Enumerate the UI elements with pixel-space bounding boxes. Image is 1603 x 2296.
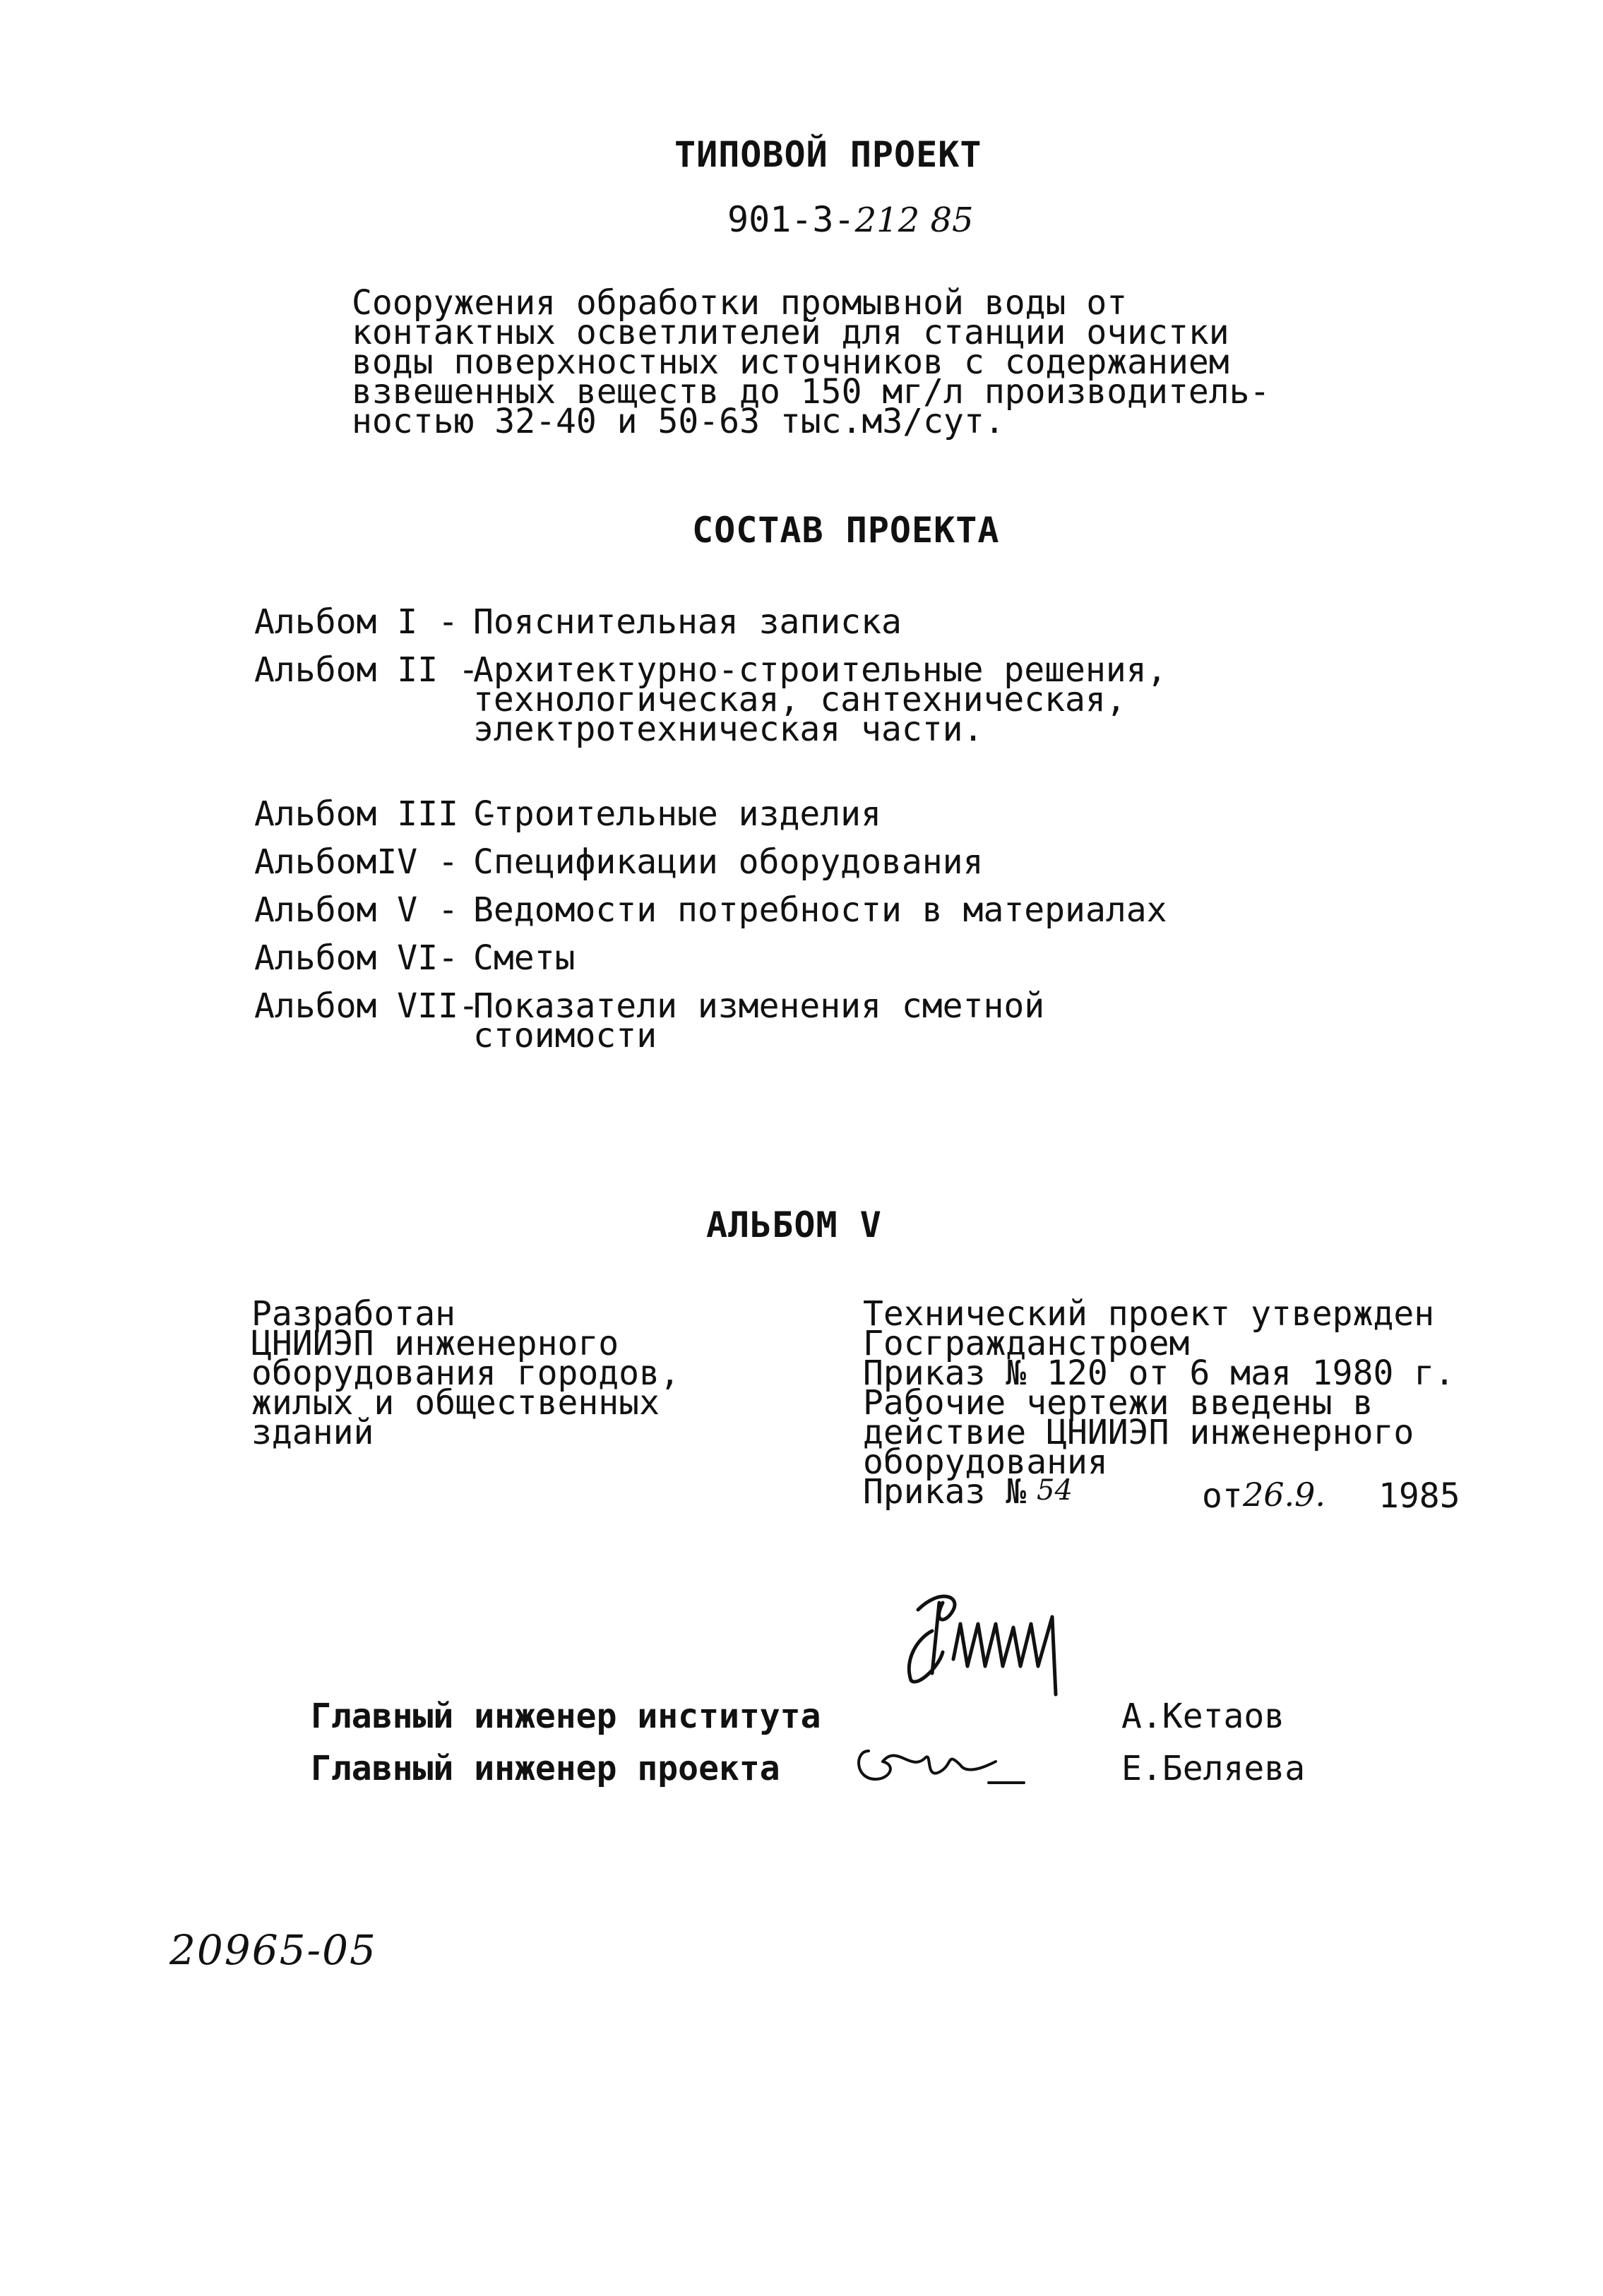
approval-line: Госгражданстроем [863, 1324, 1190, 1363]
album-label: Альбом VII- [254, 986, 479, 1026]
developed-line: Разработан [251, 1294, 455, 1334]
developed-line: жилых и общественных [251, 1383, 660, 1423]
album-description: Спецификации оборудования [473, 842, 984, 882]
order-label: Приказ № [863, 1472, 1027, 1512]
developed-by [251, 1294, 680, 1452]
album-label: АльбомIV - [254, 842, 458, 882]
album-description: Архитектурно-строительные решения, [473, 650, 1167, 690]
description-line: взвешенных веществ до 150 мг/л производитель- [352, 372, 1270, 412]
signature-role: Главный инженер института [311, 1697, 821, 1736]
developed-line: оборудования городов, [251, 1353, 680, 1393]
approval-block [863, 1294, 1460, 1516]
album-label: Альбом I - [254, 602, 458, 642]
approval-line: Приказ № 120 от 6 мая 1980 г. [863, 1353, 1455, 1393]
album-description: технологическая, сантехническая, [473, 680, 1126, 719]
album-description: Пояснительная записка [473, 602, 902, 642]
album-heading: АЛЬБОМ V [706, 1204, 882, 1245]
approval-line: действие ЦНИИЭП инженерного [863, 1413, 1414, 1452]
album-description: Строительные изделия [473, 794, 881, 834]
signature-name: Е.Беляева [1121, 1749, 1306, 1788]
signature-role: Главный инженер проекта [311, 1749, 780, 1788]
album-label: Альбом V - [254, 890, 458, 930]
date-prefix: от [1202, 1476, 1243, 1516]
album-description: Сметы [473, 938, 576, 978]
inventory-number-handwritten: 20965-05 [169, 1926, 377, 1974]
project-number-printed: 901-3- [727, 199, 855, 240]
approval-line: Рабочие чертежи введены в [863, 1383, 1373, 1423]
order-year: 1985 [1378, 1476, 1460, 1516]
composition-heading: СОСТАВ ПРОЕКТА [692, 510, 1000, 551]
document-title: ТИПОВОЙ ПРОЕКТ [674, 134, 982, 175]
approval-line: оборудования [863, 1442, 1108, 1482]
album-description: Показатели изменения сметной [473, 986, 1045, 1026]
description-line: контактных осветлителей для станции очистки [352, 313, 1229, 352]
project-number-handwritten: 212 85 [854, 201, 974, 240]
album-label: Альбом III - [254, 794, 499, 834]
order-line [863, 1472, 1460, 1516]
project-description [352, 283, 1270, 441]
developed-line: зданий [251, 1413, 374, 1452]
album-description: стоимости [473, 1016, 657, 1056]
album-label: Альбом VI- [254, 938, 458, 978]
signature-project-engineer-icon [847, 1723, 1031, 1800]
developed-line: ЦНИИЭП инженерного [251, 1324, 619, 1363]
description-line: воды поверхностных источников с содержанием [352, 342, 1229, 382]
signature-chief-engineer-icon [890, 1582, 1116, 1730]
signature-name: А.Кетаов [1121, 1697, 1285, 1736]
approval-line: Технический проект утвержден [863, 1294, 1435, 1334]
description-line: ностью 32-40 и 50-63 тыс.м3/сут. [352, 402, 1005, 441]
date-handwritten: 26.9. [1243, 1476, 1326, 1514]
project-number [727, 199, 974, 240]
order-number-handwritten: 54 [1037, 1474, 1073, 1507]
album-description: электротехническая части. [473, 710, 984, 749]
description-line: Сооружения обработки промывной воды от [352, 283, 1128, 323]
album-description: Ведомости потребности в материалах [473, 890, 1167, 930]
album-label: Альбом II - [254, 650, 479, 690]
